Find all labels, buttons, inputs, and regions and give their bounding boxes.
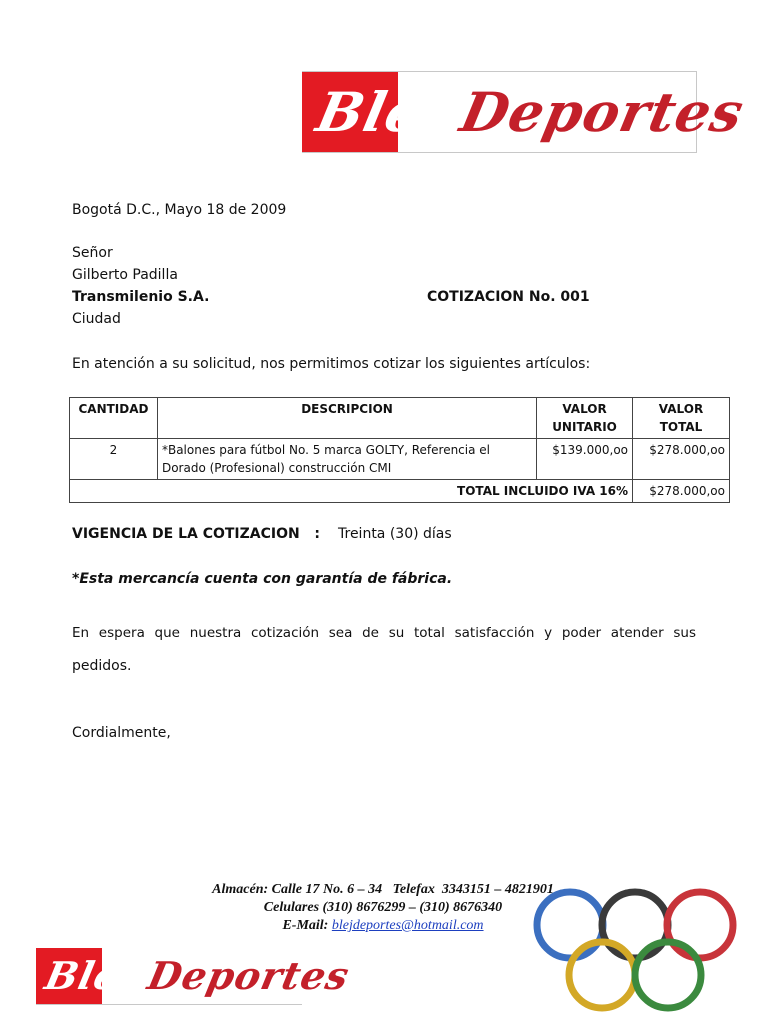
recipient-name: Gilberto Padilla bbox=[72, 267, 178, 283]
sign-off: Cordialmente, bbox=[72, 725, 171, 741]
footer-address: Almacén: Calle 17 No. 6 – 34 Telefax 3343151 – 4821901 bbox=[212, 882, 554, 897]
header-unit-value: VALOR UNITARIO bbox=[537, 398, 633, 439]
recipient-company: Transmilenio S.A. bbox=[72, 289, 210, 305]
footer-logo bbox=[36, 948, 354, 1005]
header-total-value: VALOR TOTAL bbox=[633, 398, 730, 439]
cell-total-value: $278.000,oo bbox=[633, 439, 730, 480]
footer-phones: Celulares (310) 8676299 – (310) 8676340 bbox=[263, 900, 503, 915]
closing-line-1: En espera que nuestra cotización sea de su total satisfacción y poder atender sus bbox=[72, 625, 696, 641]
warranty-note: *Esta mercancía cuenta con garantía de fábrica. bbox=[72, 571, 453, 587]
cell-quantity: 2 bbox=[70, 439, 158, 480]
quote-table bbox=[69, 397, 730, 503]
total-label: TOTAL INCLUIDO IVA 16% bbox=[70, 480, 633, 503]
footer-email-line: E-Mail: blejdeportes@hotmail.com bbox=[282, 918, 484, 933]
red-ring bbox=[667, 892, 733, 958]
footer-logo-text: Blej Deportes bbox=[41, 953, 354, 998]
cell-unit-value: $139.000,oo bbox=[537, 439, 633, 480]
email-link[interactable]: blejdeportes@hotmail.com bbox=[331, 918, 484, 933]
recipient-city: Ciudad bbox=[72, 311, 121, 327]
validity-label: VIGENCIA DE LA COTIZACION : bbox=[72, 526, 320, 542]
intro-text: En atención a su solicitud, nos permitimos cotizar los siguientes artículos: bbox=[72, 356, 591, 372]
yellow-ring bbox=[569, 942, 635, 1008]
email-label: E-Mail bbox=[282, 918, 324, 933]
table-row bbox=[70, 439, 730, 480]
validity-value: Treinta (30) días bbox=[338, 526, 452, 542]
quote-number: COTIZACION No. 001 bbox=[427, 289, 590, 305]
table-header-row bbox=[70, 398, 730, 439]
table-total-row bbox=[70, 480, 730, 503]
cell-description: *Balones para fútbol No. 5 marca GOLTY, Referencia el Dorado (Profesional) construcción CMI bbox=[157, 439, 536, 480]
company-logo bbox=[302, 71, 750, 153]
header-quantity: CANTIDAD bbox=[70, 398, 158, 439]
black-ring bbox=[602, 892, 668, 958]
header-description: DESCRIPCION bbox=[157, 398, 536, 439]
letter-date: Bogotá D.C., Mayo 18 de 2009 bbox=[72, 202, 287, 218]
green-ring bbox=[635, 942, 701, 1008]
salutation: Señor bbox=[72, 245, 113, 261]
logo-text: Blej Deportes bbox=[311, 80, 750, 144]
total-value: $278.000,oo bbox=[633, 480, 730, 503]
closing-line-2: pedidos. bbox=[72, 658, 132, 674]
